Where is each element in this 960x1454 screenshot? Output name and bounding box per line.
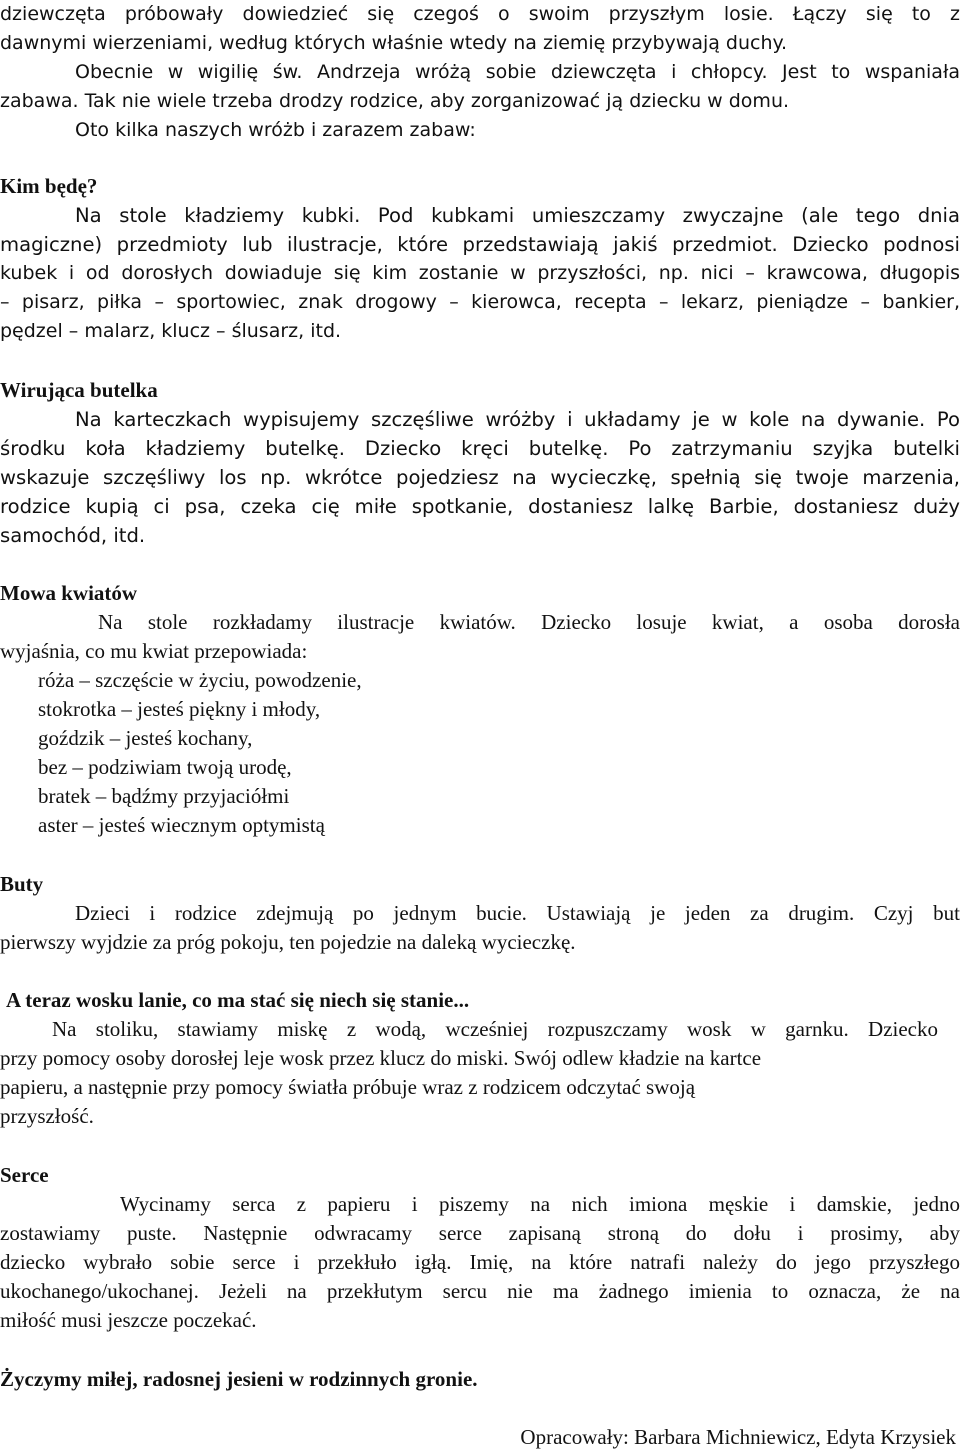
paragraph-line: wskazuje szczęśliwy los np. wkrótce pojedziesz na wycieczkę, spełnią się twoje marzenia,: [0, 466, 960, 489]
paragraph-line: Na karteczkach wypisujemy szczęśliwe wróżby i układamy je w kole na dywanie. Po: [75, 408, 960, 431]
flower-list-item: goździk – jesteś kochany,: [38, 726, 253, 750]
paragraph-line: magiczne) przedmioty lub ilustracje, które przedstawiają jakiś przedmiot. Dziecko podnosi: [0, 233, 960, 256]
intro-line: Obecnie w wigilię św. Andrzeja wróżą sobie dziewczęta i chłopcy. Jest to wspaniała: [75, 61, 960, 83]
paragraph-line: Na stole rozkładamy ilustracje kwiatów. Dziecko losuje kwiat, a osoba dorosła: [98, 610, 960, 634]
section-heading-buty: Buty: [0, 872, 44, 896]
signature: Opracowały: Barbara Michniewicz, Edyta Krzysiek: [520, 1425, 956, 1449]
paragraph-line: ukochanego/ukochanej. Jeżeli na przekłutym sercu nie ma żadnego imienia to oznacza, że na: [0, 1279, 960, 1303]
section-heading-kim-bede: Kim będę?: [0, 174, 98, 198]
closing-wish: Życzymy miłej, radosnej jesieni w rodzinnych gronie.: [0, 1367, 478, 1391]
flower-list-item: bratek – bądźmy przyjaciółmi: [38, 784, 290, 808]
paragraph-line: rodzice kupią ci psa, czeka cię miłe spotkanie, dostaniesz lalkę Barbie, dostaniesz duży: [0, 495, 960, 518]
flower-list-item: bez – podziwiam twoją urodę,: [38, 755, 292, 779]
section-heading-wirujaca-butelka: Wirująca butelka: [0, 378, 158, 402]
paragraph-line: środku koła kładziemy butelkę. Dziecko kręci butelkę. Po zatrzymaniu szyjka butelki: [0, 437, 960, 460]
section-heading-mowa-kwiatow: Mowa kwiatów: [0, 581, 138, 605]
paragraph-line: Na stole kładziemy kubki. Pod kubkami umieszczamy zwyczajne (ale tego dnia: [75, 204, 960, 227]
paragraph-line: wyjaśnia, co mu kwiat przepowiada:: [0, 639, 308, 663]
paragraph-line: przyszłość.: [0, 1104, 94, 1128]
paragraph-line: przy pomocy osoby dorosłej leje wosk przez klucz do miski. Swój odlew kładzie na kartce: [0, 1046, 762, 1070]
section-heading-wosk: A teraz wosku lanie, co ma stać się niech się stanie...: [6, 988, 470, 1012]
intro-line: dawnymi wierzeniami, według których właśnie wtedy na ziemię przybywają duchy.: [0, 32, 788, 54]
paragraph-line: Na stoliku, stawiamy miskę z wodą, wcześniej rozpuszczamy wosk w garnku. Dziecko: [52, 1017, 938, 1041]
flower-list-item: aster – jesteś wiecznym optymistą: [38, 813, 325, 837]
paragraph-line: Wycinamy serca z papieru i piszemy na nich imiona męskie i damskie, jedno: [120, 1192, 960, 1216]
paragraph-line: dziecko wybrało sobie serce i przekłuło igłą. Imię, na które natrafi należy do jego przyszłego: [0, 1250, 960, 1274]
paragraph-line: pierwszy wyjdzie za próg pokoju, ten pojedzie na daleką wycieczkę.: [0, 930, 576, 954]
paragraph-line: Dzieci i rodzice zdejmują po jednym bucie. Ustawiają je jeden za drugim. Czyj but: [75, 901, 960, 925]
flower-list-item: stokrotka – jesteś piękny i młody,: [38, 697, 321, 721]
section-heading-serce: Serce: [0, 1163, 49, 1187]
paragraph-line: miłość musi jeszcze poczekać.: [0, 1308, 257, 1332]
paragraph-line: zostawiamy puste. Następnie odwracamy serce zapisaną stroną do dołu i prosimy, aby: [0, 1221, 960, 1245]
intro-line: zabawa. Tak nie wiele trzeba drodzy rodzice, aby zorganizować ją dziecku w domu.: [0, 90, 790, 112]
paragraph-line: – pisarz, piłka – sportowiec, znak drogowy – kierowca, recepta – lekarz, pieniądze – bankier,: [0, 291, 960, 313]
paragraph-line: pędzel – malarz, klucz – ślusarz, itd.: [0, 320, 342, 342]
intro-line: Oto kilka naszych wróżb i zarazem zabaw:: [75, 119, 476, 141]
intro-line: dziewczęta próbowały dowiedzieć się czegoś o swoim przyszłym losie. Łączy się to z: [0, 3, 960, 25]
flower-list-item: róża – szczęście w życiu, powodzenie,: [38, 668, 362, 692]
paragraph-line: papieru, a następnie przy pomocy światła próbuje wraz z rodzicem odczytać swoją: [0, 1075, 696, 1099]
paragraph-line: samochód, itd.: [0, 524, 146, 547]
paragraph-line: kubek i od dorosłych dowiaduje się kim zostanie w przyszłości, np. nici – krawcowa, długopis: [0, 262, 960, 284]
